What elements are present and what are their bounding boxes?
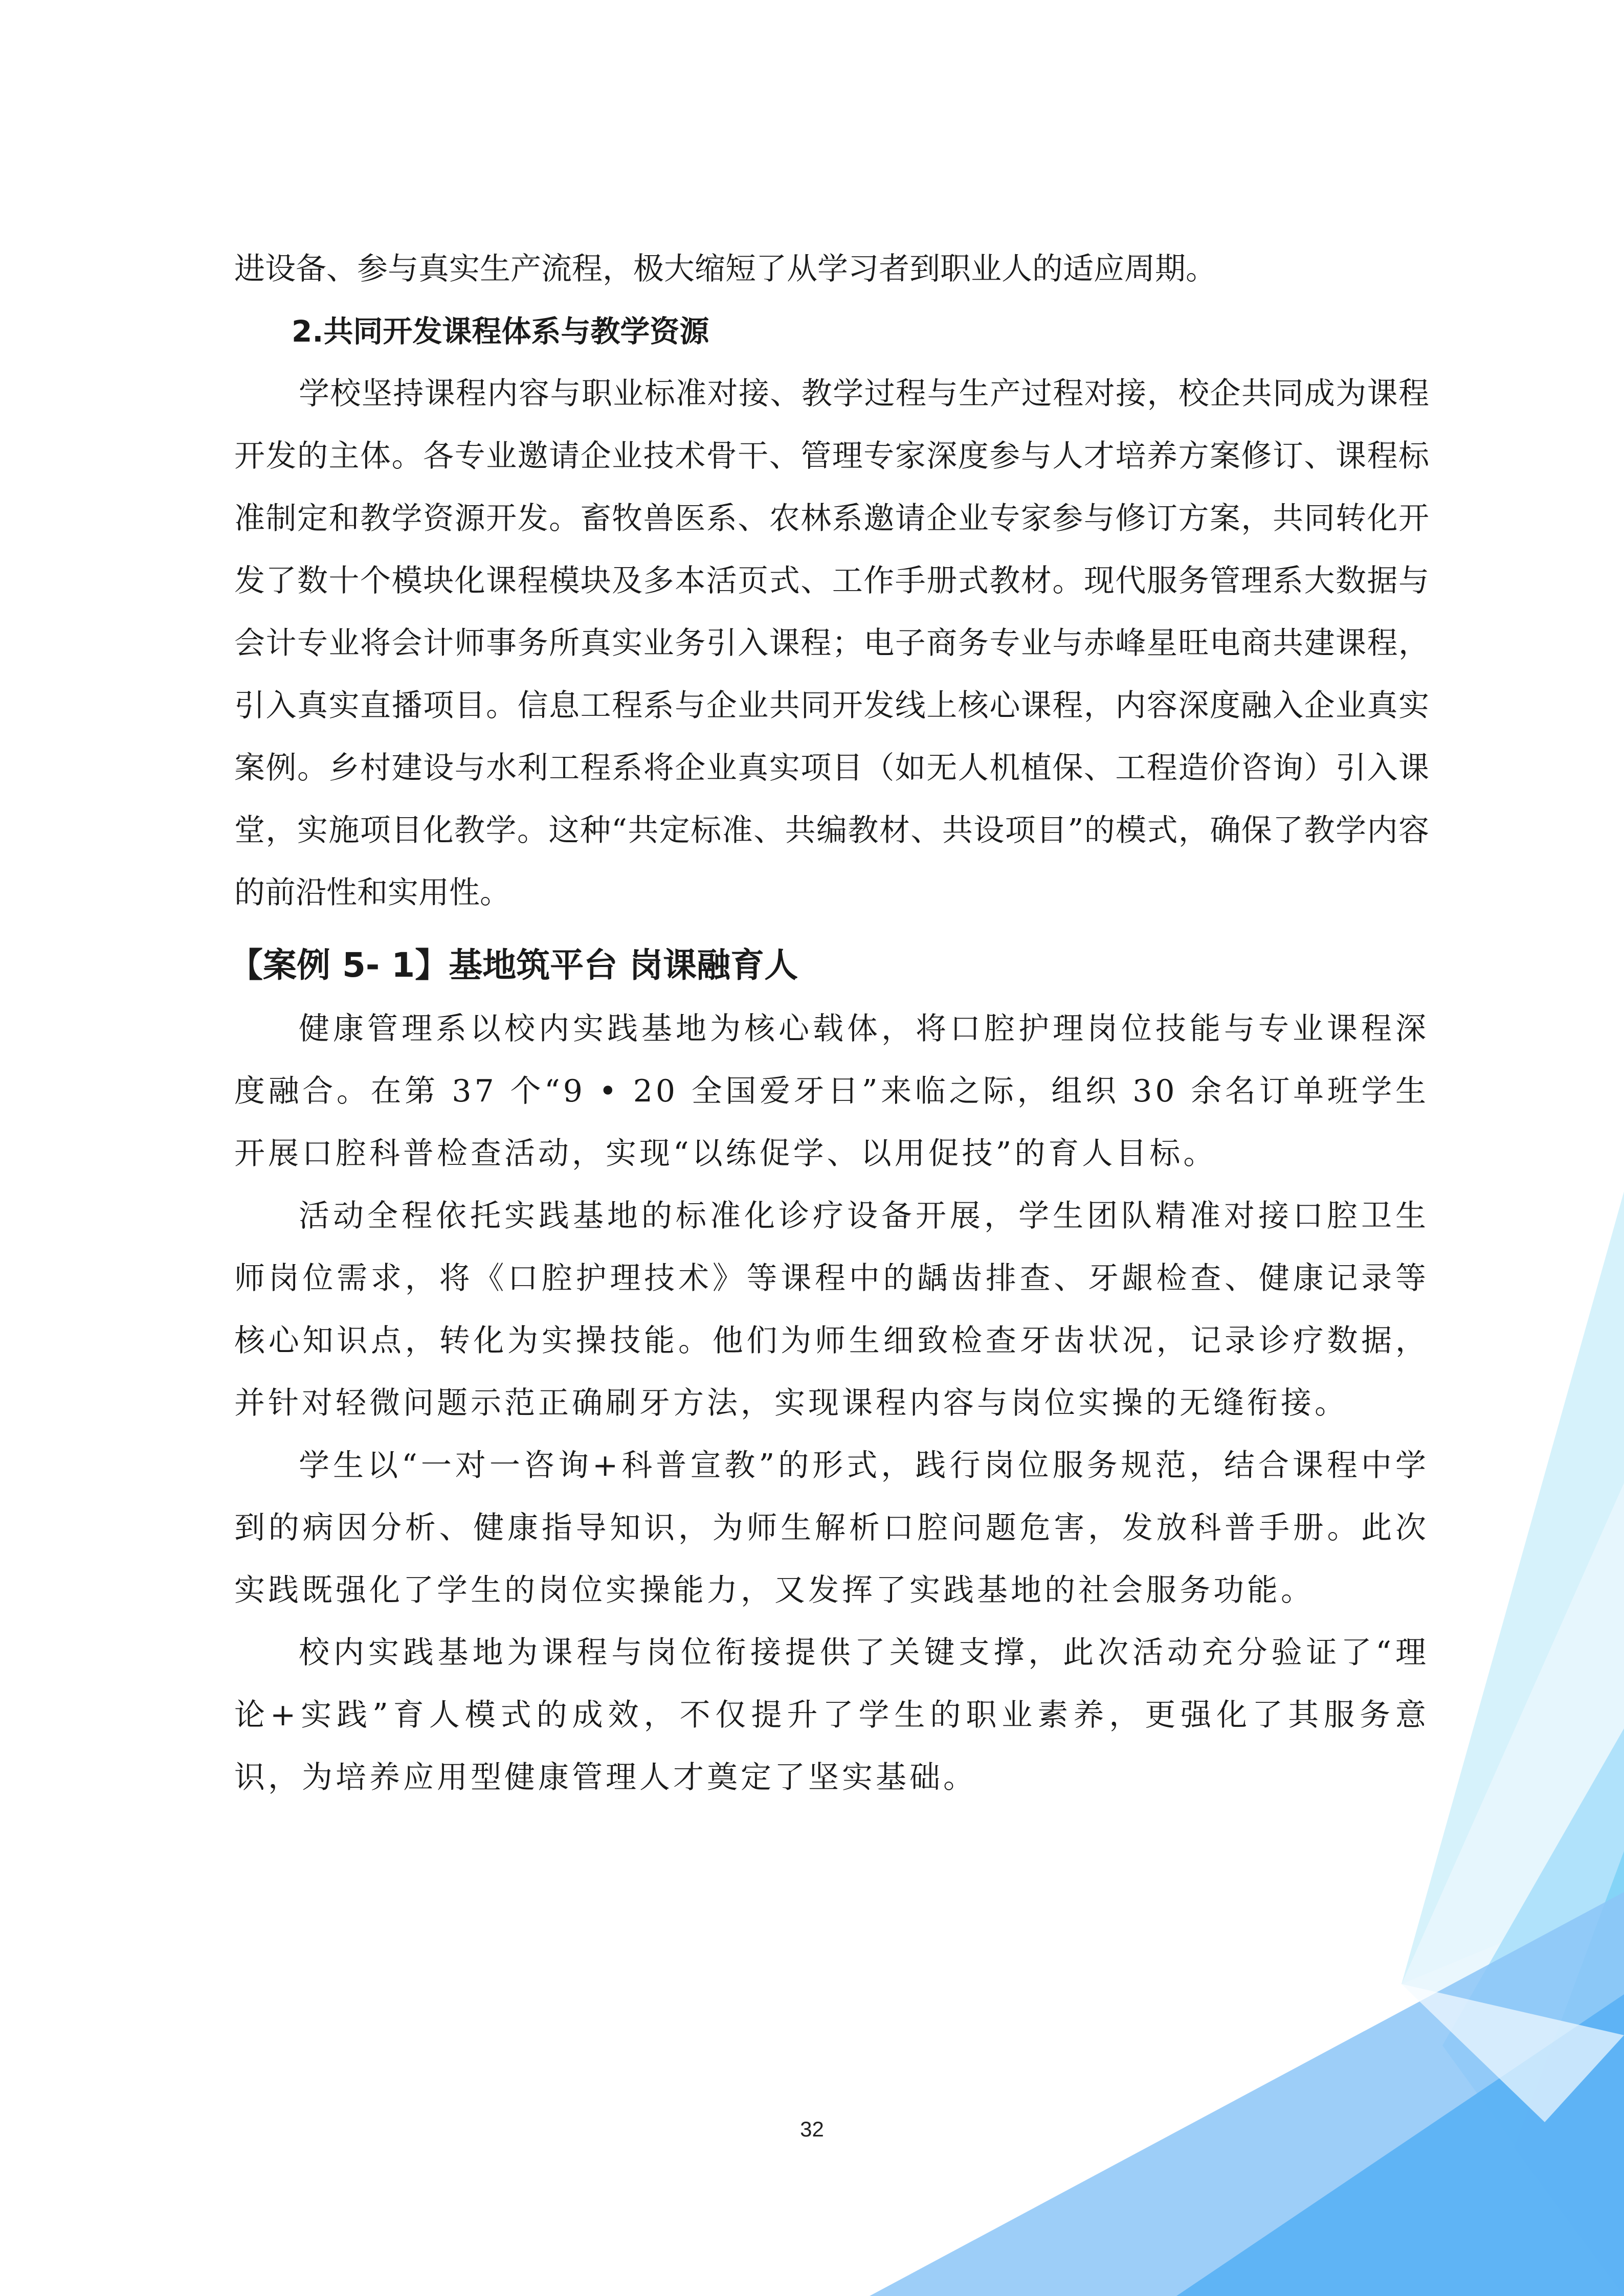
case-body (234, 998, 1429, 1809)
page-number: 32 (800, 2117, 824, 2141)
case-paragraph: 学生以“一对一咨询+科普宣教”的形式，践行岗位服务规范，结合课程中学到的病因分析、健康指导知识，为师生解析口腔问题危害，发放科普手册。此次实践既强化了学生的岗位实操能力，又发挥了实践基地的社会服务功能。 (234, 1448, 1429, 1608)
section-paragraph: 学校坚持课程内容与职业标准对接、教学过程与生产过程对接，校企共同成为课程开发的主体。各专业邀请企业技术骨干、管理专家深度参与人才培养方案修订、课程标准制定和教学资源开发。畜牧兽医系、农林系邀请企业专家参与修订方案，共同转化开发了数十个模块化课程模块及多本活页式、工作手册式教材。现代服务管理系大数据与会计专业将会计师事务所真实业务引入课程；电子商务专业与赤峰星旺电商共建课程，引入真实直播项目。信息工程系与企业共同开发线上核心课程，内容深度融入企业真实案例。乡村建设与水利工程系将企业真实项目（如无人机植保、工程造价咨询）引入课堂，实施项目化教学。这种“共定标准、共编教材、共设项目”的模式，确保了教学内容的前沿性和实用性。 (234, 376, 1429, 911)
case-paragraph: 活动全程依托实践基地的标准化诊疗设备开展，学生团队精准对接口腔卫生师岗位需求，将《口腔护理技术》等课程中的龋齿排查、牙龈检查、健康记录等核心知识点，转化为实操技能。他们为师生细致检查牙齿状况，记录诊疗数据，并针对轻微问题示范正确刷牙方法，实现课程内容与岗位实操的无缝衔接。 (234, 1198, 1429, 1421)
case-paragraph: 健康管理系以校内实践基地为核心载体，将口腔护理岗位技能与专业课程深度融合。在第 37 个“9 • 20 全国爱牙日”来临之际，组织 30 余名订单班学生开展口腔科普检查活动，实现“以练促学、以用促技”的育人目标。 (234, 1011, 1429, 1172)
case-paragraph: 校内实践基地为课程与岗位衔接提供了关键支撑，此次活动充分验证了“理论+实践”育人模式的成效，不仅提升了学生的职业素养，更强化了其服务意识，为培养应用型健康管理人才奠定了坚实基础。 (234, 1635, 1429, 1795)
section-heading: 2.共同开发课程体系与教学资源 (292, 314, 709, 349)
page-content (229, 238, 1429, 1809)
case-title: 【案例 5- 1】基地筑平台 岗课融育人 (229, 946, 798, 985)
continuation-text: 进设备、参与真实生产流程，极大缩短了从学习者到职业人的适应周期。 (234, 251, 1216, 287)
